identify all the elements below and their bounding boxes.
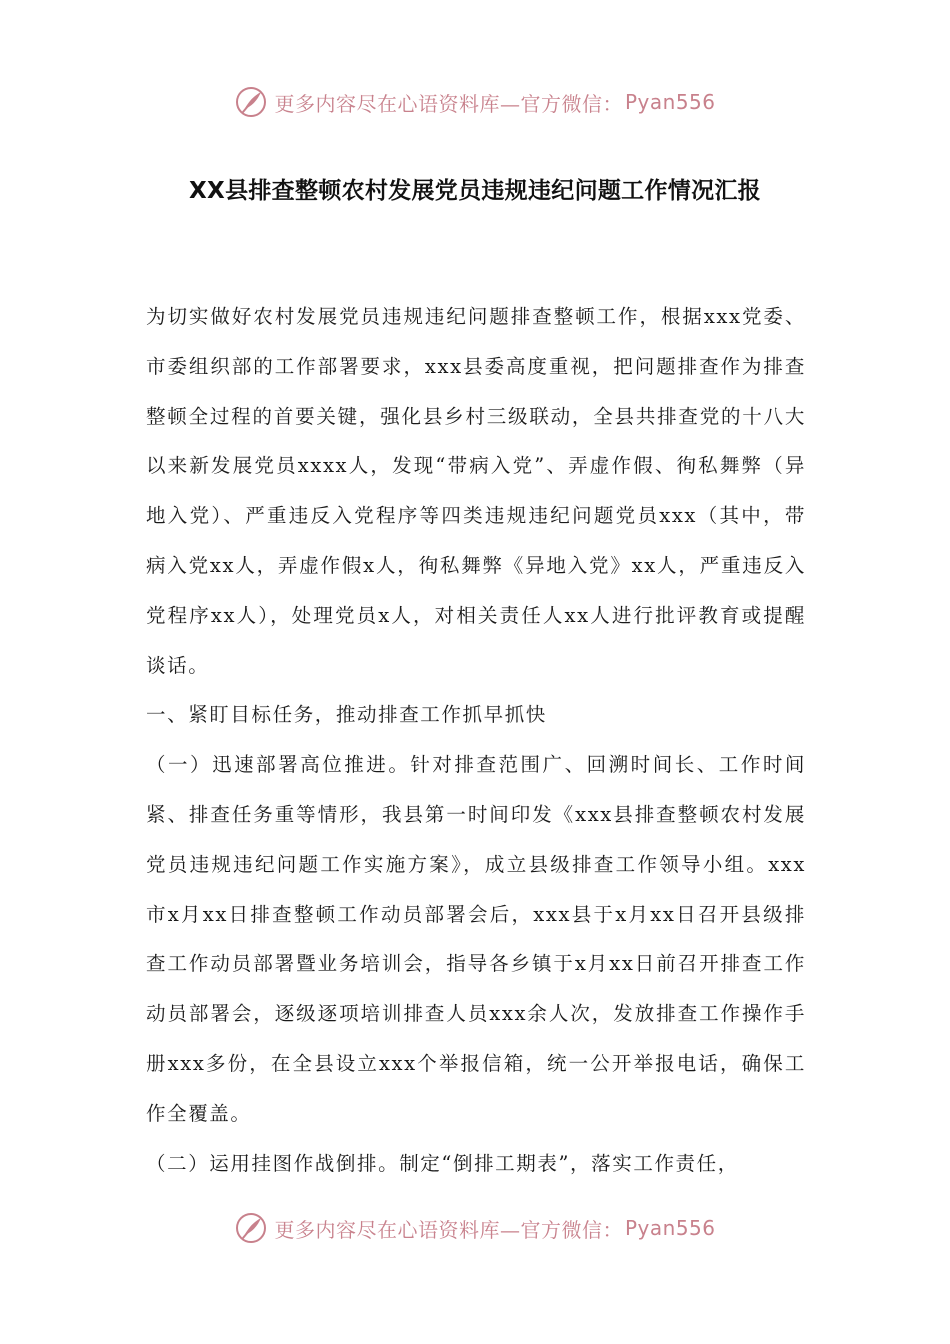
watermark-header: [0, 82, 950, 122]
paragraph-intro: 为切实做好农村发展党员违规违纪问题排查整顿工作，根据xxx党委、市委组织部的工作部署要求，xxx县委高度重视，把问题排查作为排查整顿全过程的首要关键，强化县乡村三级联动，全县共排查党的十八大以来新发展党员xxxx人，发现“带病入党”、弄虚作假、徇私舞弊（异地入党）、严重违反入党程序等四类违规违纪问题党员xxx（其中，带病入党xx人，弄虚作假x人，徇私舞弊《异地入党》xx人，严重违反入党程序xx人），处理党员x人，对相关责任人xx人进行批评教育或提醒谈话。: [146, 305, 806, 677]
section-heading-1: 一、紧盯目标任务，推动排查工作抓早抓快: [146, 703, 547, 727]
watermark-wechat-id: Pyan556: [624, 90, 716, 114]
watermark-footer: [0, 1208, 950, 1248]
watermark-text: 更多内容尽在心语资料库—官方微信：: [274, 1217, 623, 1242]
watermark-text: 更多内容尽在心语资料库—官方微信：: [274, 91, 623, 116]
document-body: [146, 292, 806, 1188]
paragraph-subsection-2: （二）运用挂图作战倒排。制定“倒排工期表”，落实工作责任，: [146, 1151, 739, 1175]
quill-logo-icon: [234, 1211, 268, 1245]
paragraph-subsection-1: （一）迅速部署高位推进。针对排查范围广、回溯时间长、工作时间紧、排查任务重等情形，我县第一时间印发《xxx县排查整顿农村发展党员违规违纪问题工作实施方案》，成立县级排查工作领导小组。xxx市x月xx日排查整顿工作动员部署会后，xxx县于x月xx日召开县级排查工作动员部署暨业务培训会，指导各乡镇于x月xx日前召开排查工作动员部署会，逐级逐项培训排查人员xxx余人次，发放排查工作操作手册xxx多份，在全县设立xxx个举报信箱，统一公开举报电话，确保工作全覆盖。: [146, 753, 806, 1125]
watermark-wechat-id: Pyan556: [624, 1216, 716, 1240]
document-title: XX县排查整顿农村发展党员违规违纪问题工作情况汇报: [189, 178, 761, 204]
quill-logo-icon: [234, 85, 268, 119]
